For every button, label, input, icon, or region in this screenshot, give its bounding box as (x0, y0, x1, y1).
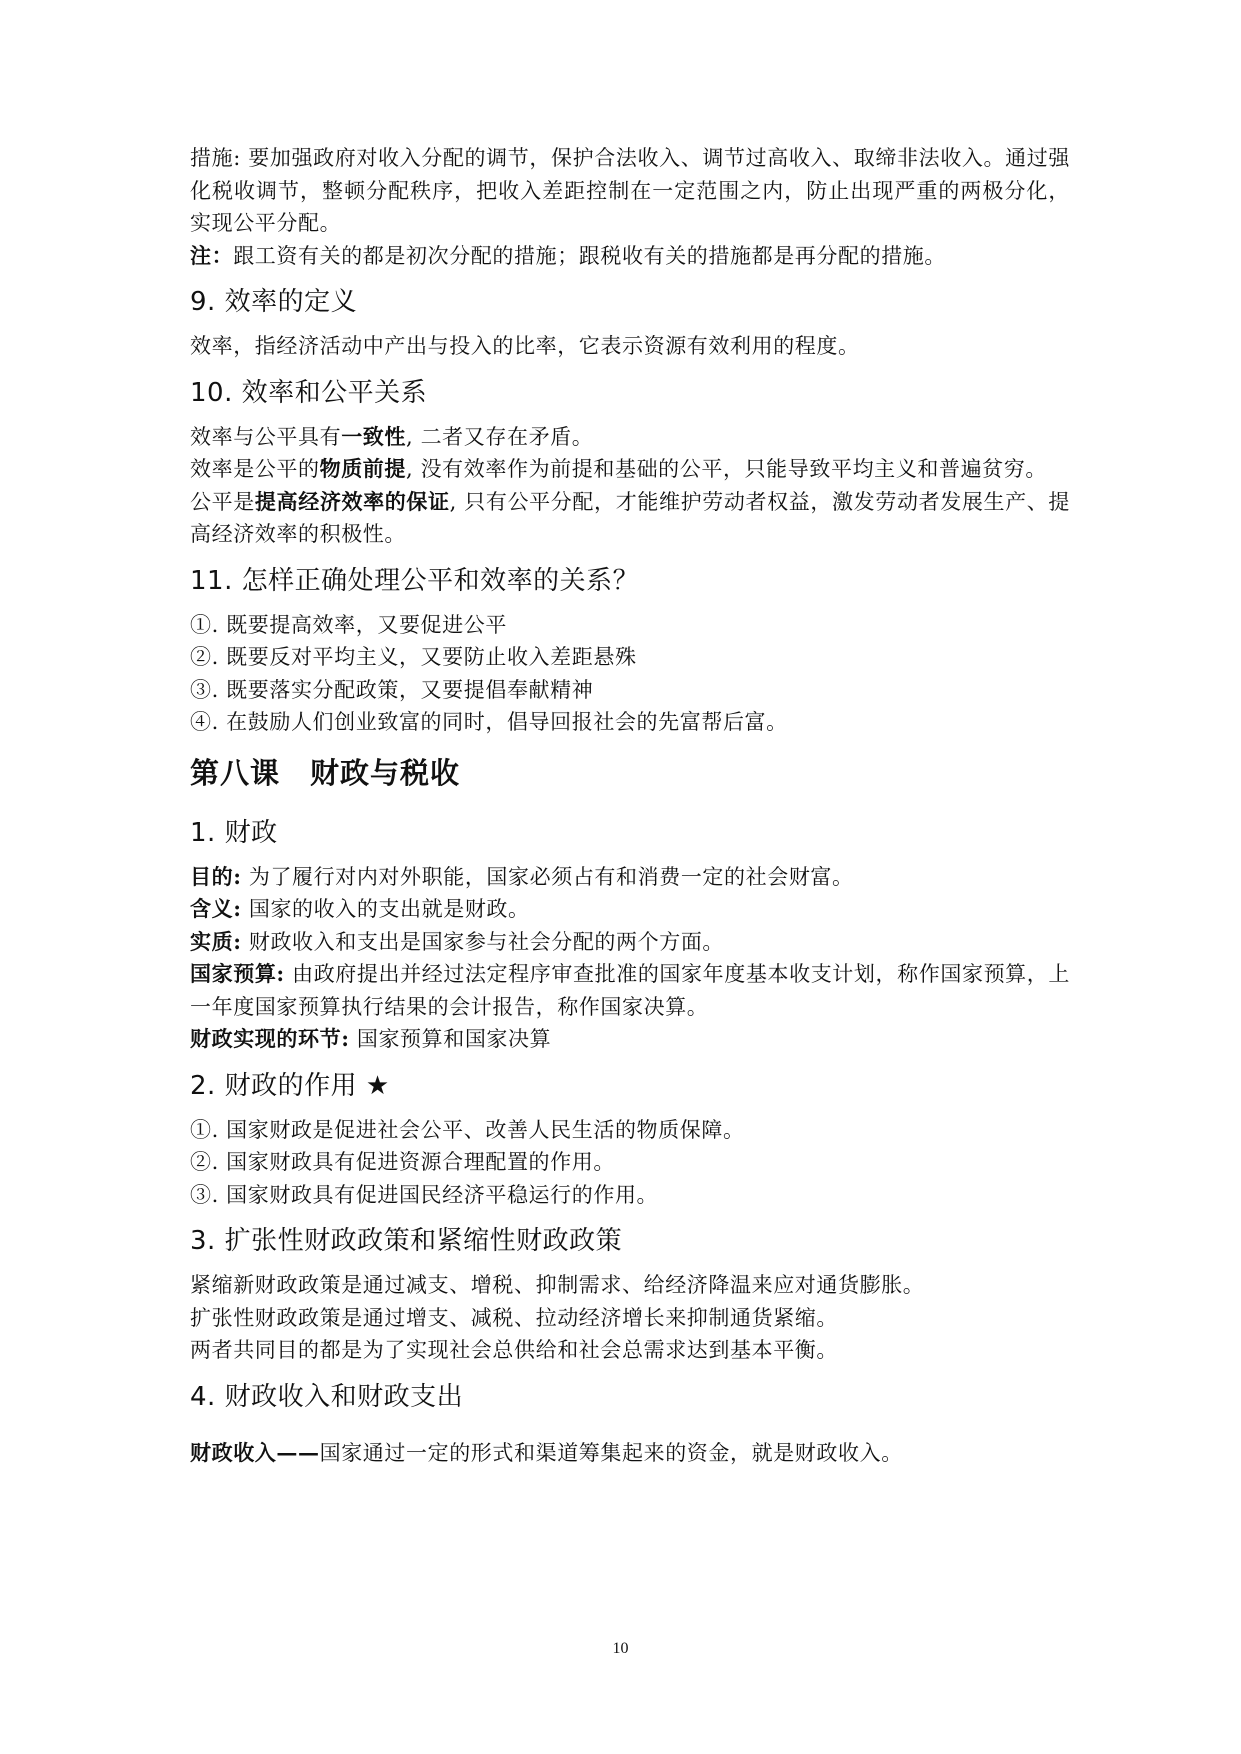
purpose-text: 为了履行对内对外职能，国家必须占有和消费一定的社会财富。 (241, 864, 854, 889)
finance-income (190, 1437, 1070, 1470)
list-item: ④. 在鼓励人们创业致富的同时，倡导回报社会的先富帮后富。 (190, 710, 788, 734)
s10-p1-c: , 二者又存在矛盾。 (406, 424, 594, 449)
income-label: 财政收入—— (190, 1439, 320, 1465)
list-item: ①. 既要提高效率，又要促进公平 (190, 612, 507, 637)
budget-text: 由政府提出并经过法定程序审查批准的国家年度基本收支计划，称作国家预算，上一年度国家预算执行结果的会计报告，称作国家决算。 (190, 962, 1070, 1019)
s10-p3-bold: 提高经济效率的保证 (254, 488, 450, 514)
list-item: ②. 国家财政具有促进资源合理配置的作用。 (190, 1150, 615, 1174)
list-item: ①. 国家财政是促进社会公平、改善人民生活的物质保障。 (190, 1117, 745, 1142)
policy-line: 扩张性财政政策是通过增支、减税、拉动经济增长来抑制通货紧缩。 (190, 1305, 838, 1330)
measures-paragraph: 措施: 要加强政府对收入分配的调节，保护合法收入、调节过高收入、取缔非法收入。通过强化税收调节，整顿分配秩序，把收入差距控制在一定范围之内，防止出现严重的两极分化，实现公平分配。 (190, 146, 1070, 235)
list-item: ③. 既要落实分配政策，又要提倡奉献精神 (190, 677, 594, 702)
list-item: ②. 既要反对平均主义，又要防止收入差距悬殊 (190, 645, 637, 669)
links-label: 财政实现的环节: (190, 1026, 350, 1051)
section-10-heading: 10. 效率和公平关系 (190, 377, 428, 408)
page-content (190, 142, 1070, 1469)
finance-essence (190, 926, 1070, 959)
section-11-heading: 11. 怎样正确处理公平和效率的关系？ (190, 565, 640, 596)
s10-p1-bold: 一致性 (341, 423, 407, 449)
s10-p1-a: 效率与公平具有 (190, 424, 342, 449)
section-10-p1 (190, 421, 1070, 454)
section-9-text: 效率，指经济活动中产出与投入的比率，它表示资源有效利用的程度。 (190, 334, 860, 358)
purpose-label: 目的: (190, 863, 242, 889)
meaning-text: 国家的收入的支出就是财政。 (241, 897, 530, 921)
essence-label: 实质: (190, 928, 242, 954)
note-paragraph (190, 240, 1070, 273)
s10-p3-c: , 只有公平分配，才能维护劳动者权益，激发劳动者发展生产、提高经济效率的积极性。 (190, 489, 1070, 546)
s10-p2-a: 效率是公平的 (190, 457, 320, 481)
section-10-p2 (190, 453, 1070, 486)
income-text: 国家通过一定的形式和渠道筹集起来的资金，就是财政收入。 (319, 1440, 903, 1465)
note-text: 跟工资有关的都是初次分配的措施；跟税收有关的措施都是再分配的措施。 (233, 243, 946, 268)
s10-p2-c: , 没有效率作为前提和基础的公平，只能导致平均主义和普遍贫穷。 (406, 457, 1047, 481)
budget-label: 国家预算: (190, 961, 285, 986)
finance-links (190, 1023, 1070, 1056)
s10-p2-bold: 物质前提 (319, 456, 407, 481)
finance-4-heading: 4. 财政收入和财政支出 (190, 1381, 464, 1412)
meaning-label: 含义: (190, 896, 242, 921)
finance-3-heading: 3. 扩张性财政政策和紧缩性财政政策 (190, 1226, 623, 1256)
finance-1-heading: 1. 财政 (190, 817, 278, 848)
finance-budget (190, 958, 1070, 1023)
finance-purpose (190, 861, 1070, 894)
note-label: 注： (190, 242, 234, 268)
lesson-8-title: 第八课 财政与税收 (190, 755, 461, 790)
essence-text: 财政收入和支出是国家参与社会分配的两个方面。 (241, 929, 725, 954)
policy-line: 紧缩新财政政策是通过减支、增税、抑制需求、给经济降温来应对通货膨胀。 (190, 1273, 925, 1297)
policy-line: 两者共同目的都是为了实现社会总供给和社会总需求达到基本平衡。 (190, 1338, 838, 1362)
finance-meaning (190, 893, 1070, 926)
finance-2-heading: 2. 财政的作用 ★ (190, 1070, 390, 1101)
links-text: 国家预算和国家决算 (349, 1027, 552, 1051)
section-10-p3 (190, 486, 1070, 551)
page-number: 10 (612, 1640, 629, 1657)
list-item: ③. 国家财政具有促进国民经济平稳运行的作用。 (190, 1182, 659, 1207)
section-9-heading: 9. 效率的定义 (190, 287, 358, 317)
s10-p3-a: 公平是 (190, 489, 255, 514)
